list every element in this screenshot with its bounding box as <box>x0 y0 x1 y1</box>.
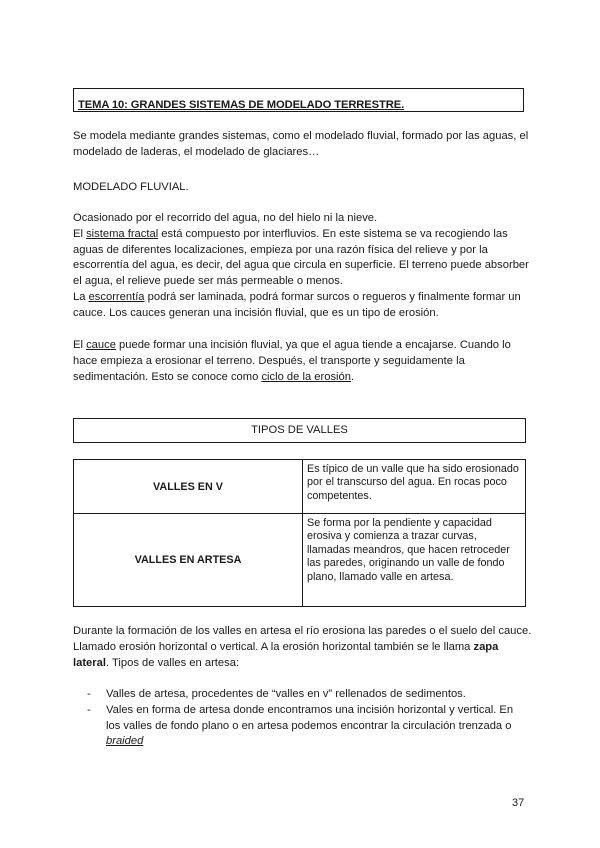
table-row <box>74 460 526 514</box>
list-item: - Vales en forma de artesa donde encontramos una incisión horizontal y vertical. En los valles de fondo plano o en artesa podemos encontrar la circulación trenzada o braided <box>87 703 514 748</box>
valle-description: Se forma por la pendiente y capacidad erosiva y comienza a trazar curvas, llamadas meandros, que hacen retroceder las paredes, originando un valle de fondo plano, llamado valle en artesa. <box>303 514 526 607</box>
valle-description: Es típico de un valle que ha sido erosionado por el transcurso del agua. En rocas poco competentes. <box>303 460 526 514</box>
page-title: TEMA 10: GRANDES SISTEMAS DE MODELADO TERRESTRE. <box>78 99 405 111</box>
valle-name: VALLES EN V <box>74 460 303 514</box>
page-number: 37 <box>512 797 525 809</box>
valles-table <box>73 459 526 607</box>
tipos-valles-heading: TIPOS DE VALLES <box>73 418 526 443</box>
cauce-term: cauce <box>86 339 116 351</box>
sistema-fractal-term: sistema fractal <box>86 227 159 240</box>
ciclo-erosion-term: ciclo de la erosión <box>261 370 351 383</box>
cauce-paragraph: El cauce puede formar una incisión fluvial, ya que el agua tiende a encajarse. Cuando lo hace empieza a erosionar el terreno. Después, el transporte y seguidamente la sedimentación. Esto se conoce como ciclo de la erosión. <box>73 339 511 383</box>
escorrentia-term: escorrentía <box>88 290 145 303</box>
fluvial-line1: Ocasionado por el recorrido del agua, no del hielo ni la nieve. <box>73 212 378 224</box>
artesa-types-list <box>87 687 527 750</box>
fluvial-paragraph: Ocasionado por el recorrido del agua, no del hielo ni la nieve. El sistema fractal está compuesto por interfluvios. En este sistema se va recogiendo las aguas de diferentes localizaciones, empieza por una razón física del relieve y por la escorrentía del agua, es decir, del agua que circula en superficie. El terreno puede absorber el agua, el relieve puede ser más permeable o menos. La escorrentía podrá ser laminada, podrá formar surcos o regueros y finalmente formar un cauce. Los cauces generan una incisión fluvial, que es un tipo de erosión. <box>73 212 529 319</box>
intro-paragraph: Se modela mediante grandes sistemas, como el modelado fluvial, formado por las aguas, el modelado de laderas, el modelado de glaciares… <box>73 130 529 158</box>
list-item: - Valles de artesa, procedentes de “valles en v” rellenados de sedimentos. <box>87 688 466 700</box>
section-heading: MODELADO FLUVIAL. <box>73 181 189 193</box>
artesa-paragraph: Durante la formación de los valles en artesa el río erosiona las paredes o el suelo del cauce. Llamado erosión horizontal o vertical. A la erosión horizontal también se le llama zapa lateral. Tipos de valles en artesa: <box>73 625 532 669</box>
valle-name: VALLES EN ARTESA <box>74 514 303 607</box>
braided-term: braided <box>106 735 144 748</box>
zapa-lateral-term: zapa lateral <box>73 640 499 669</box>
title-box <box>73 88 524 112</box>
table-row <box>74 514 526 607</box>
